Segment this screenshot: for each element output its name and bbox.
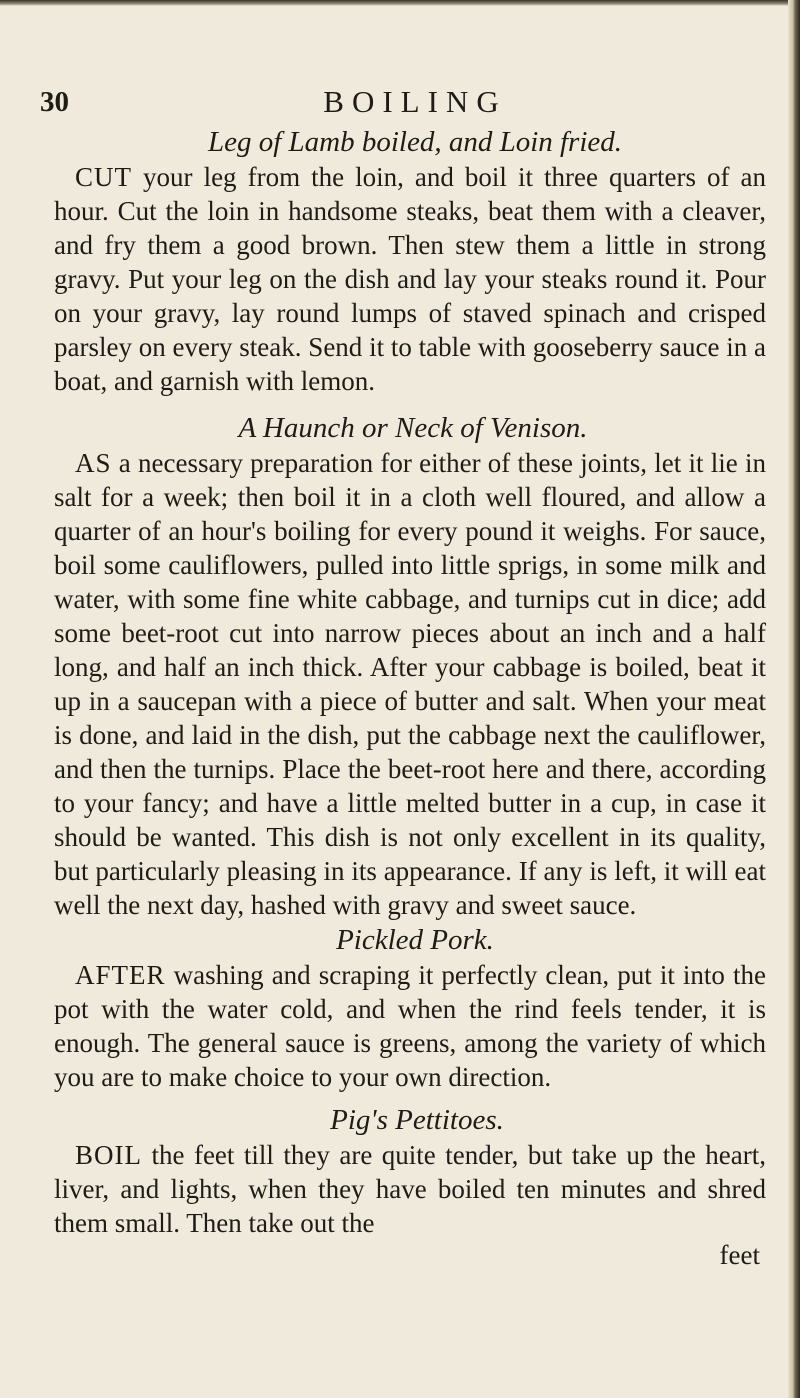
- running-head: BOILING: [323, 84, 507, 119]
- page-number: 30: [40, 86, 69, 118]
- page-top-edge: [0, 0, 800, 6]
- page-body: [54, 124, 766, 1270]
- paragraph-opening-word: BOIL: [75, 1140, 142, 1170]
- section-paragraph-pigs-pettitoes: [54, 1138, 766, 1240]
- page-binding-edge: [788, 0, 800, 1398]
- section-paragraph-venison: [54, 446, 766, 922]
- paragraph-text: washing and scraping it perfectly clean, put it into the pot with the water cold, and when the rind feels tender, it is enough. The general sauce is greens, among the variety of which you are to make choice to your own direction.: [54, 960, 766, 1092]
- paragraph-text: the feet till they are quite tender, but take up the heart, liver, and lights, when they have boiled ten minutes and shred them small. Then take out the: [54, 1140, 766, 1238]
- section-heading-venison: A Haunch or Neck of Venison.: [238, 412, 588, 444]
- section-paragraph-pickled-pork: [54, 958, 766, 1094]
- paragraph-text: your leg from the loin, and boil it three quarters of an hour. Cut the loin in handsome steaks, beat them with a cleaver, and fry them a good brown. Then stew them a little in strong gravy. Put your leg on the dish and lay your steaks round it. Pour on your gravy, lay round lumps of staved spinach and crisped parsley on every steak. Send it to table with gooseberry sauce in a boat, and garnish with lemon.: [54, 162, 767, 396]
- section-heading-pigs-pettitoes: Pig's Pettitoes.: [330, 1104, 504, 1136]
- paragraph-opening-word: AS: [75, 448, 112, 478]
- catchword: feet: [719, 1240, 760, 1270]
- section-heading-leg-of-lamb: Leg of Lamb boiled, and Loin fried.: [207, 126, 623, 158]
- paragraph-text: a necessary preparation for either of these joints, let it lie in salt for a week; then boil it in a cloth well floured, and allow a quarter of an hour's boiling for every pound it weighs. For sauce, boil some cauliflowers, pulled into little sprigs, in some milk and water, with some fine white cabbage, and turnips cut in dice; add some beet-root cut into narrow pieces about an inch and a half long, and half an inch thick. After your cabbage is boiled, beat it up in a saucepan with a piece of butter and salt. When your meat is done, and laid in the dish, put the cabbage next the cauliflower, and then the turnips. Place the beet-root here and there, according to your fancy; and have a little melted butter in a cup, in case it should be wanted. This dish is not only excellent in its quality, but particularly pleasing in its appearance. If any is left, it will eat well the next day, hashed with gravy and sweet sauce.: [54, 448, 767, 920]
- section-paragraph-leg-of-lamb: [54, 160, 766, 398]
- section-heading-pickled-pork: Pickled Pork.: [336, 924, 494, 956]
- paragraph-opening-word: CUT: [75, 162, 132, 192]
- paragraph-opening-word: AFTER: [75, 960, 166, 990]
